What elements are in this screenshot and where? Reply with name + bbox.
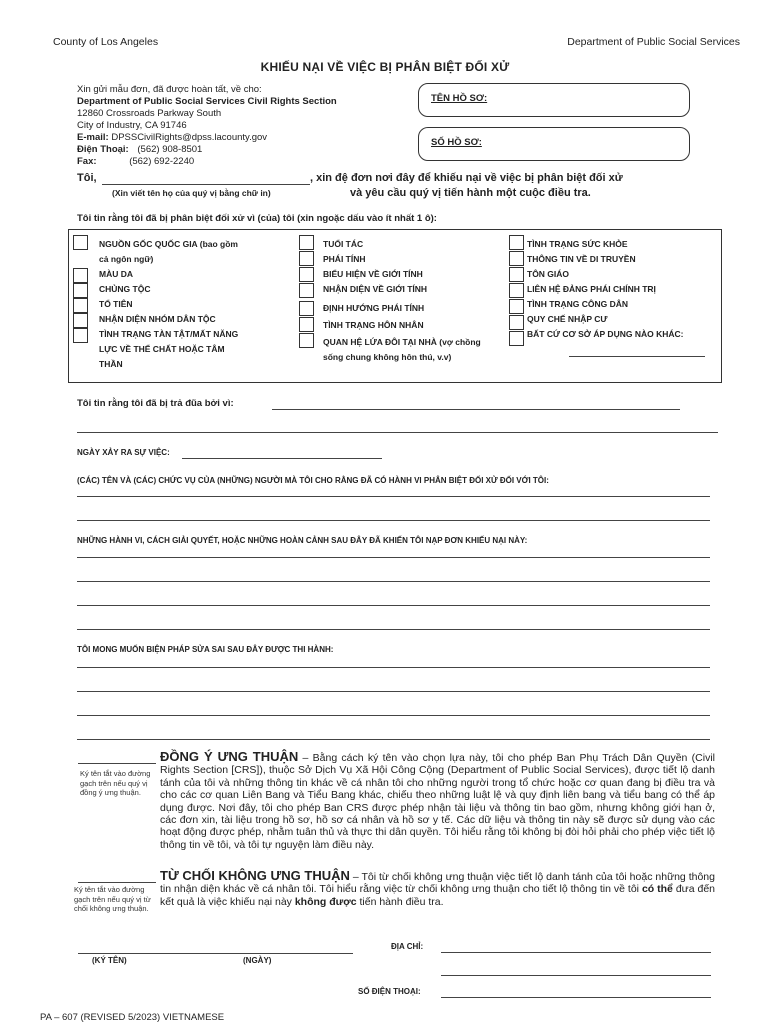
contact-email: DPSSCivilRights@dpss.lacounty.gov <box>111 132 268 143</box>
page-title: KHIẾU NẠI VỀ VIỆC BỊ PHÂN BIỆT ĐỐI XỬ <box>260 60 510 74</box>
checkbox-disability[interactable] <box>73 328 88 343</box>
name-hint: (Xin viết tên họ của quý vị bằng chữ in) <box>112 188 271 198</box>
contact-block <box>77 84 407 168</box>
retaliation-field-1[interactable] <box>272 409 680 410</box>
label-ancestry: TỔ TIÊN <box>99 299 133 309</box>
basis-table <box>68 229 722 383</box>
address-field-2[interactable] <box>441 975 711 976</box>
label-citizenship: TÌNH TRẠNG CÔNG DÂN <box>527 299 629 309</box>
label-medical-condition: TÌNH TRẠNG SỨC KHỎE <box>527 239 628 249</box>
label-national-origin-1: NGUỒN GỐC QUỐC GIA (bao gồm <box>99 239 238 249</box>
basis-col1-labels <box>99 237 279 372</box>
label-religion: TÔN GIÁO <box>527 269 570 279</box>
signature-label: (KÝ TÊN) <box>92 956 127 965</box>
label-disability-2: LỰC VỀ THỂ CHẤT HOẶC TÂM <box>99 344 225 354</box>
consent-side-note: Ký tên tắt vào đường gạch trên nếu quý vị đồng ý ưng thuận. <box>80 769 151 797</box>
label-gender-expression: BIỂU HIỆN VỀ GIỚI TÍNH <box>323 269 423 279</box>
contact-phone: (562) 908-8501 <box>137 144 203 155</box>
label-age: TUỔI TÁC <box>323 239 364 249</box>
email-label: E-mail: <box>77 132 109 143</box>
complainant-name-field[interactable] <box>102 184 310 185</box>
checkbox-religion[interactable] <box>509 267 524 282</box>
incident-date-label: NGÀY XẢY RA SỰ VIỆC: <box>77 448 170 457</box>
checkbox-domestic-partnership[interactable] <box>299 333 314 348</box>
refusal-text-3: tiến hành điều tra. <box>356 895 444 908</box>
checkbox-genetic-info[interactable] <box>509 251 524 266</box>
checkbox-ancestry[interactable] <box>73 298 88 313</box>
contact-intro: Xin gửi mẫu đơn, đã được hoàn tất, về cho: <box>77 84 262 95</box>
actions-label: NHỮNG HÀNH VI, CÁCH GIẢI QUYẾT, HOẶC NHỮNG HOÀN CẢNH SAU ĐÂY ĐÃ KHIẾN TÔI NẠP ĐƠN KHIẾU NẠI NÀY: <box>77 536 528 545</box>
remedy-label: TÔI MONG MUỐN BIỆN PHÁP SỬA SAI SAU ĐÂY ĐƯỢC THI HÀNH: <box>77 645 334 654</box>
label-national-origin-2: cả ngôn ngữ) <box>99 254 154 264</box>
label-sex: PHÁI TÍNH <box>323 254 366 264</box>
checkbox-other[interactable] <box>509 331 524 346</box>
checkbox-citizenship[interactable] <box>509 299 524 314</box>
case-number-box[interactable] <box>418 127 690 161</box>
label-immigration: QUY CHẾ NHẬP CƯ <box>527 314 608 324</box>
actions-line-2[interactable] <box>77 581 710 582</box>
names-titles-line-1[interactable] <box>77 496 710 497</box>
fax-label: Fax: <box>77 156 97 167</box>
label-color: MÀU DA <box>99 269 133 279</box>
checkbox-color[interactable] <box>73 268 88 283</box>
checkbox-race[interactable] <box>73 283 88 298</box>
label-gender-identity: NHẬN DIỆN VỀ GIỚI TÍNH <box>323 284 428 294</box>
refusal-side-note: Ký tên tắt vào đường gạch trên nếu quý vị từ chối không ưng thuận. <box>74 885 151 913</box>
contact-address-2: City of Industry, CA 91746 <box>77 120 187 131</box>
names-titles-line-2[interactable] <box>77 520 710 521</box>
remedy-line-4[interactable] <box>77 739 710 740</box>
checkbox-gender-identity[interactable] <box>299 283 314 298</box>
remedy-line-2[interactable] <box>77 691 710 692</box>
checkbox-ethnic-group[interactable] <box>73 313 88 328</box>
refusal-bold-2: không được <box>294 895 357 908</box>
checkbox-gender-expression[interactable] <box>299 267 314 282</box>
consent-heading: ĐỒNG Ý ƯNG THUẬN <box>160 749 299 764</box>
phone-number-field[interactable] <box>441 997 711 998</box>
retaliation-label: Tôi tin rằng tôi đã bị trả đũa bởi vì: <box>77 398 234 409</box>
case-number-label: SỐ HỒ SƠ: <box>431 137 482 148</box>
signature-field[interactable] <box>78 953 353 954</box>
incident-date-field[interactable] <box>182 458 382 459</box>
checkbox-sex[interactable] <box>299 251 314 266</box>
consent-paragraph <box>160 751 715 851</box>
basis-prompt: Tôi tin rằng tôi đã bị phân biệt đối xử vì (của) tôi (xin ngoặc dấu vào ít nhất 1 ô): <box>77 213 437 224</box>
label-partnership-2: sống chung không hôn thú, v.v) <box>323 352 452 362</box>
intro-toi: Tôi, <box>77 172 97 184</box>
checkbox-sexual-orientation[interactable] <box>299 301 314 316</box>
remedy-line-1[interactable] <box>77 667 710 668</box>
label-political-affiliation: LIÊN HỆ ĐẢNG PHÁI CHÍNH TRỊ <box>527 284 656 294</box>
date-label: (NGÀY) <box>243 956 272 965</box>
checkbox-national-origin[interactable] <box>73 235 88 250</box>
address-label: ĐỊA CHỈ: <box>391 942 424 951</box>
refusal-initials-field[interactable] <box>78 882 156 883</box>
label-sexual-orientation: ĐỊNH HƯỚNG PHÁI TÍNH <box>323 303 425 313</box>
other-basis-field[interactable] <box>569 356 705 357</box>
refusal-text-1: – Tôi từ chối không ưng thuận việc tiết lộ danh tánh của tôi hoặc những thông tin nhận diện khác về cá nhân tôi. Tôi hiểu rằng việc từ chối không ưng thuận cho tiết lộ thông tin về tôi <box>160 871 715 896</box>
retaliation-field-2[interactable] <box>77 432 718 433</box>
contact-org: Department of Public Social Services Civil Rights Section <box>77 96 337 107</box>
actions-line-1[interactable] <box>77 557 710 558</box>
basis-col3-labels <box>527 237 717 342</box>
label-partnership-1: QUAN HỆ LỨA ĐÔI TẠI NHÀ (vợ chồng <box>323 337 481 347</box>
label-genetic-info: THÔNG TIN VỀ DI TRUYỀN <box>527 254 636 264</box>
refusal-text-2: đưa đến kết quả là việc khiếu nại này <box>160 883 716 908</box>
refusal-heading: TỪ CHỐI KHÔNG ƯNG THUẬN <box>160 868 350 883</box>
label-other-basis: BẤT CỨ CƠ SỞ ÁP DỤNG NÀO KHÁC: <box>527 329 684 339</box>
actions-line-3[interactable] <box>77 605 710 606</box>
case-name-box[interactable] <box>418 83 690 117</box>
refusal-bold-1: có thể <box>641 883 673 896</box>
label-disability-3: THẦN <box>99 359 123 369</box>
address-field-1[interactable] <box>441 952 711 953</box>
checkbox-marital-status[interactable] <box>299 317 314 332</box>
contact-address-1: 12860 Crossroads Parkway South <box>77 108 222 119</box>
checkbox-medical-condition[interactable] <box>509 235 524 250</box>
label-disability-1: TÌNH TRẠNG TÀN TẬT/MẤT NĂNG <box>99 329 239 339</box>
remedy-line-3[interactable] <box>77 715 710 716</box>
intro-submit-text: , xin đệ đơn nơi đây để khiếu nại về việc bị phân biệt đối xử <box>310 172 623 184</box>
checkbox-immigration[interactable] <box>509 315 524 330</box>
phone-number-label: SỐ ĐIỆN THOẠI: <box>358 987 421 996</box>
actions-line-4[interactable] <box>77 629 710 630</box>
contact-fax: (562) 692-2240 <box>129 156 195 167</box>
department-name: Department of Public Social Services <box>567 36 740 48</box>
phone-label-contact: Điện Thoại: <box>77 144 129 155</box>
form-id-footer: PA – 607 (REVISED 5/2023) VIETNAMESE <box>40 1012 225 1023</box>
intro-request-text: và yêu cầu quý vị tiến hành một cuộc điều tra. <box>350 187 591 199</box>
label-ethnic-group: NHẬN DIỆN NHÓM DÂN TỘC <box>99 314 216 324</box>
label-marital-status: TÌNH TRẠNG HÔN NHÂN <box>323 320 424 330</box>
refusal-paragraph <box>160 870 715 908</box>
label-race: CHỦNG TỘC <box>99 284 151 294</box>
consent-initials-field[interactable] <box>78 763 156 764</box>
consent-text: – Bằng cách ký tên vào chọn lựa này, tôi cho phép Ban Phụ Trách Dân Quyền (Civil Rights Section [CRS]), thuộc Sở Dịch Vụ Xã Hội Công Cộng (Department of Public Social Services), được tiết lộ danh tánh của tôi và những thông tin khác về cá nhân tôi cho những người trong tổ chức hoặc cơ quan đang bị điều tra và cho các cơ quan Liên Bang và Tiểu Bang khác, chiếu theo những luật lệ và quy định liên bang và tiểu bang có thể áp dụng được. Nơi đây, tôi cho phép Ban CRS được phép nhận tài liệu và thông tin bao gồm, nhưng không giới hạn ở, các đơn xin, tài liệu trong hồ sơ, hồ sơ cá nhân và hồ sơ y tế. Các dữ liệu và thông tin này sẽ được sử dụng vào các hoạt động được phép, nhằm tuân thủ và thực thi dân quyền. Tôi hiểu rằng tôi không bị đòi hỏi phải cho phép việc tiết lộ thông tin về tôi, và tôi tự nguyện làm điều này. <box>160 752 715 851</box>
checkbox-age[interactable] <box>299 235 314 250</box>
basis-col2-labels <box>323 237 523 365</box>
names-titles-label: (CÁC) TÊN VÀ (CÁC) CHỨC VỤ CỦA (NHỮNG) NGƯỜI MÀ TÔI CHO RẰNG ĐÃ CÓ HÀNH VI PHÂN BIỆT ĐỐI XỬ ĐỐI VỚI TÔI: <box>77 476 549 485</box>
case-name-label: TÊN HỒ SƠ: <box>431 93 488 104</box>
checkbox-political-affiliation[interactable] <box>509 283 524 298</box>
county-name: County of Los Angeles <box>53 36 159 48</box>
